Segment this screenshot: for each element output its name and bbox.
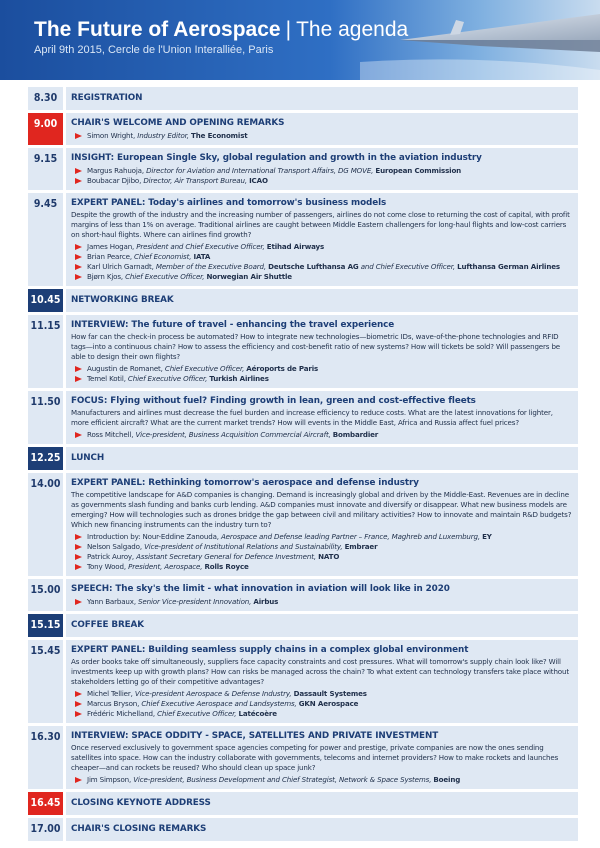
agenda-content <box>66 391 578 444</box>
speaker-org: GKN Aerospace <box>298 699 359 708</box>
speaker-role: Member of the Executive Board, <box>155 262 269 271</box>
agenda-heading: FOCUS: Flying without fuel? Finding growth in lean, green and cost-effective fleets <box>71 396 476 406</box>
speaker-text <box>87 131 248 141</box>
agenda-heading: COFFEE BREAK <box>71 620 144 630</box>
speaker-line <box>71 699 572 709</box>
speaker-name: Margus Rahuoja, <box>87 166 147 175</box>
speaker-name: James Hogan, <box>87 242 137 251</box>
agenda-time: 16.30 <box>28 726 66 789</box>
agenda-content <box>66 473 578 576</box>
agenda-content <box>66 87 578 110</box>
speaker-line <box>71 562 572 572</box>
speaker-text <box>87 562 249 572</box>
page-title <box>34 18 408 42</box>
speaker-line <box>71 597 572 607</box>
speaker-list <box>71 532 572 572</box>
agenda-item <box>28 148 578 190</box>
agenda-heading: EXPERT PANEL: Today's airlines and tomorrow's business models <box>71 198 387 208</box>
red-arrow-icon <box>75 178 82 184</box>
agenda-content <box>66 148 578 190</box>
agenda-heading: REGISTRATION <box>71 93 143 103</box>
agenda-content <box>66 315 578 388</box>
speaker-name: Nelson Salgado, <box>87 542 145 551</box>
speaker-name: Tony Wood, <box>87 562 129 571</box>
speaker-line <box>71 775 572 785</box>
speaker-line <box>71 252 572 262</box>
red-arrow-icon <box>75 777 82 783</box>
agenda-heading: INTERVIEW: The future of travel - enhancing the travel experience <box>71 320 395 330</box>
agenda-content <box>66 579 578 611</box>
red-arrow-icon <box>75 544 82 550</box>
agenda-heading: INSIGHT: European Single Sky, global regulation and growth in the aviation industry <box>71 153 482 163</box>
speaker-text <box>87 542 377 552</box>
speaker-text <box>87 252 210 262</box>
agenda-content <box>66 289 578 312</box>
agenda-time: 15.15 <box>28 614 66 637</box>
agenda-time: 15.45 <box>28 640 66 723</box>
red-arrow-icon <box>75 432 82 438</box>
agenda-time: 14.00 <box>28 473 66 576</box>
speaker-line <box>71 532 572 542</box>
speaker-text <box>87 430 378 440</box>
red-arrow-icon <box>75 274 82 280</box>
agenda-content <box>66 726 578 789</box>
agenda-time: 15.00 <box>28 579 66 611</box>
speaker-role: Chief Executive Officer, <box>157 709 239 718</box>
agenda-content <box>66 193 578 286</box>
agenda-item <box>28 640 578 723</box>
title-separator: | <box>285 18 292 41</box>
speaker-text <box>87 272 292 282</box>
speaker-name: Karl Ulrich Garnadt, <box>87 262 156 271</box>
speaker-name: Yann Barbaux, <box>87 597 139 606</box>
speaker-line <box>71 689 572 699</box>
agenda-description: The competitive landscape for A&D companies is changing. Demand is increasingly global and driven by the Middle-East. Revenues are in decline as governments slash funding and banks curb lending. A&D companies must innovate and diversify or disappear. What new business models are emerging? How will technologies such as drones bridge the gap between civil and military activities? How to innovate and maintain R&D budgets? Which new financing instruments can the industry turn to? <box>71 490 572 529</box>
speaker-role: Assistant Secretary General for Defence Investment, <box>136 552 319 561</box>
agenda-time: 11.50 <box>28 391 66 444</box>
agenda-item <box>28 113 578 145</box>
agenda-description: Once reserved exclusively to government space agencies competing for power and prestige, private companies are now the ones sending satellites into space. How can the industry collaborate with governments, telecoms and internet providers? How to make rockets and launches cheaper—and can rockets be reused? Who should clean up space junk? <box>71 743 559 772</box>
speaker-org: ICAO <box>249 176 268 185</box>
agenda-description: Despite the growth of the industry and the increasing number of passengers, airlines do not come close to returning the cost of capital, with profit margins of less than 1% on average. Traditional airlines are caught between Middle Eastern challengers for long-haul flights and low-cost carriers on short-haul flights. Where can airlines find growth? <box>71 210 570 239</box>
speaker-text <box>87 374 269 384</box>
speaker-text <box>87 689 367 699</box>
speaker-role: Senior Vice-president Innovation, <box>138 597 254 606</box>
agenda-time: 9.00 <box>28 113 66 145</box>
speaker-name: Augustin de Romanet, <box>87 364 165 373</box>
speaker-name: Bjørn Kjos, <box>87 272 126 281</box>
agenda-time: 11.15 <box>28 315 66 388</box>
agenda-item <box>28 289 578 312</box>
speaker-name: Temel Kotil, <box>87 374 128 383</box>
speaker-line <box>71 374 572 384</box>
red-arrow-icon <box>75 534 82 540</box>
speaker-line <box>71 272 572 282</box>
speaker-role: Chief Executive Officer, <box>127 374 210 383</box>
agenda-time: 8.30 <box>28 87 66 110</box>
speaker-org: The Economist <box>191 131 248 140</box>
red-arrow-icon <box>75 554 82 560</box>
speaker-role: Director for Aviation and International Transport Affairs, DG MOVE, <box>146 166 376 175</box>
speaker-line <box>71 364 572 374</box>
speaker-text <box>87 709 277 719</box>
speaker-line <box>71 542 572 552</box>
speaker-line <box>71 176 572 186</box>
speaker-org: NATO <box>318 552 340 561</box>
red-arrow-icon <box>75 366 82 372</box>
speaker-org: Dassault Systemes <box>293 689 367 698</box>
speaker-name: Brian Pearce, <box>87 252 135 261</box>
speaker-role: Vice-president Aerospace & Defense Industry, <box>134 689 294 698</box>
agenda-time: 17.00 <box>28 818 66 841</box>
agenda-item <box>28 391 578 444</box>
speaker-role: Vice-president of Institutional Relations and Sustainability, <box>144 542 345 551</box>
speaker-name: Introduction by: Nour-Eddine Zanouda, <box>87 532 221 541</box>
red-arrow-icon <box>75 254 82 260</box>
agenda-time: 10.45 <box>28 289 66 312</box>
red-arrow-icon <box>75 691 82 697</box>
agenda-heading: CHAIR'S WELCOME AND OPENING REMARKS <box>71 118 285 128</box>
speaker-list <box>71 166 572 186</box>
speaker-org: Deutsche Lufthansa AG <box>268 262 359 271</box>
page-header <box>0 0 600 80</box>
agenda-list <box>28 87 578 844</box>
speaker-text <box>87 242 324 252</box>
speaker-list <box>71 242 572 282</box>
speaker-name: Boubacar Djibo, <box>87 176 144 185</box>
speaker-text <box>87 176 268 186</box>
speaker-list <box>71 131 572 141</box>
red-arrow-icon <box>75 133 82 139</box>
speaker-line <box>71 430 572 440</box>
speaker-role: Chief Executive Officer, <box>164 364 247 373</box>
speaker-org: Aéroports de Paris <box>246 364 319 373</box>
agenda-description: How far can the check-in process be automated? How to integrate new technologies—biometric IDs, wave-of-the-phone technologies and RFID tags—into a continuous chain? How to assess the efficiency and cost-benefit ratio of new systems? How will tickets be sold? Will passengers be able to design their own flights? <box>71 332 561 361</box>
speaker-role: Director, Air Transport Bureau, <box>143 176 250 185</box>
agenda-time: 16.45 <box>28 792 66 815</box>
red-arrow-icon <box>75 599 82 605</box>
speaker-org: Airbus <box>253 597 279 606</box>
agenda-item <box>28 473 578 576</box>
speaker-list <box>71 597 572 607</box>
agenda-heading: CHAIR'S CLOSING REMARKS <box>71 824 207 834</box>
speaker-line <box>71 709 572 719</box>
speaker-list <box>71 430 572 440</box>
speaker-role: President, Aerospace, <box>128 562 205 571</box>
agenda-content <box>66 818 578 841</box>
speaker-org: European Commission <box>375 166 462 175</box>
speaker-name: Frédéric Michelland, <box>87 709 158 718</box>
speaker-list <box>71 775 572 785</box>
speaker-text <box>87 166 461 176</box>
speaker-line <box>71 242 572 252</box>
agenda-item <box>28 87 578 110</box>
speaker-name: Michel Tellier, <box>87 689 135 698</box>
speaker-line <box>71 552 572 562</box>
agenda-description: Manufacturers and airlines must decrease the fuel burden and increase efficiency to reduce costs. What are the latest innovations for lighter, more efficient aircraft? What are the current market trends? How will events in the Middle East, Africa and Russia affect fuel prices? <box>71 408 553 427</box>
agenda-heading: SPEECH: The sky's the limit - what innovation in aviation will look like in 2020 <box>71 584 450 594</box>
agenda-item <box>28 818 578 841</box>
speaker-org: IATA <box>193 252 211 261</box>
speaker-org-secondary: Lufthansa German Airlines <box>457 262 560 271</box>
speaker-name: Simon Wright, <box>87 131 138 140</box>
agenda-description: As order books take off simultaneously, suppliers face capacity constraints and cost pressures. What will tomorrow's supply chain look like? Will investments keep up with growth plans? How can risks be managed across the chain? To what extent can technology transfers take place without stakeholders letting go of their competitive advantages? <box>71 657 569 686</box>
speaker-text <box>87 597 278 607</box>
speaker-role: President and Chief Executive Officer, <box>136 242 267 251</box>
speaker-text <box>87 364 318 374</box>
speaker-name: Patrick Auroy, <box>87 552 137 561</box>
agenda-content <box>66 113 578 145</box>
title-main: The Future of Aerospace <box>34 18 281 41</box>
agenda-time: 12.25 <box>28 447 66 470</box>
speaker-list <box>71 364 572 384</box>
speaker-role: Aerospace and Defense leading Partner – France, Maghreb and Luxemburg, <box>220 532 483 541</box>
speaker-org: Embraer <box>344 542 378 551</box>
agenda-item <box>28 579 578 611</box>
speaker-line <box>71 262 572 272</box>
speaker-role: Industry Editor, <box>137 131 191 140</box>
speaker-name: Jim Simpson, <box>87 775 134 784</box>
speaker-org: Bombardier <box>332 430 379 439</box>
red-arrow-icon <box>75 564 82 570</box>
agenda-content <box>66 614 578 637</box>
agenda-heading: LUNCH <box>71 453 105 463</box>
agenda-item <box>28 614 578 637</box>
red-arrow-icon <box>75 168 82 174</box>
speaker-role: Vice-president, Business Development and Chief Strategist, Network & Space Systems, <box>133 775 434 784</box>
agenda-item <box>28 792 578 815</box>
speaker-list <box>71 689 572 719</box>
agenda-content <box>66 640 578 723</box>
speaker-name: Ross Mitchell, <box>87 430 136 439</box>
agenda-item <box>28 193 578 286</box>
agenda-heading: EXPERT PANEL: Building seamless supply chains in a complex global environment <box>71 645 469 655</box>
speaker-org: Turkish Airlines <box>209 374 269 383</box>
speaker-role: Chief Executive Officer, <box>125 272 207 281</box>
speaker-org: Norwegian Air Shuttle <box>206 272 292 281</box>
speaker-org: Boeing <box>433 775 461 784</box>
agenda-item <box>28 447 578 470</box>
speaker-text <box>87 262 560 272</box>
speaker-org: Rolls Royce <box>204 562 249 571</box>
speaker-role: Vice-president, Business Acquisition Commercial Aircraft, <box>135 430 333 439</box>
speaker-org: Etihad Airways <box>266 242 325 251</box>
speaker-text <box>87 699 358 709</box>
speaker-role-secondary: and Chief Executive Officer, <box>358 262 458 271</box>
speaker-name: Marcus Bryson, <box>87 699 142 708</box>
agenda-content <box>66 447 578 470</box>
agenda-item <box>28 726 578 789</box>
red-arrow-icon <box>75 711 82 717</box>
speaker-role: Chief Economist, <box>134 252 194 261</box>
speaker-line <box>71 131 572 141</box>
speaker-org: Latécoère <box>238 709 277 718</box>
red-arrow-icon <box>75 264 82 270</box>
agenda-content <box>66 792 578 815</box>
red-arrow-icon <box>75 244 82 250</box>
event-dateline: April 9th 2015, Cercle de l'Union Interalliée, Paris <box>34 44 274 56</box>
title-sub: The agenda <box>296 18 409 41</box>
speaker-text <box>87 775 460 785</box>
agenda-heading: INTERVIEW: SPACE ODDITY - SPACE, SATELLITES AND PRIVATE INVESTMENT <box>71 731 439 741</box>
speaker-text <box>87 552 339 562</box>
agenda-heading: EXPERT PANEL: Rethinking tomorrow's aerospace and defense industry <box>71 478 419 488</box>
red-arrow-icon <box>75 376 82 382</box>
agenda-item <box>28 315 578 388</box>
agenda-time: 9.15 <box>28 148 66 190</box>
speaker-line <box>71 166 572 176</box>
agenda-heading: NETWORKING BREAK <box>71 295 174 305</box>
speaker-text <box>87 532 492 542</box>
agenda-time: 9.45 <box>28 193 66 286</box>
speaker-org: EY <box>482 532 492 541</box>
speaker-role: Chief Executive Aerospace and Landsystems, <box>141 699 299 708</box>
red-arrow-icon <box>75 701 82 707</box>
agenda-heading: CLOSING KEYNOTE ADDRESS <box>71 798 211 808</box>
